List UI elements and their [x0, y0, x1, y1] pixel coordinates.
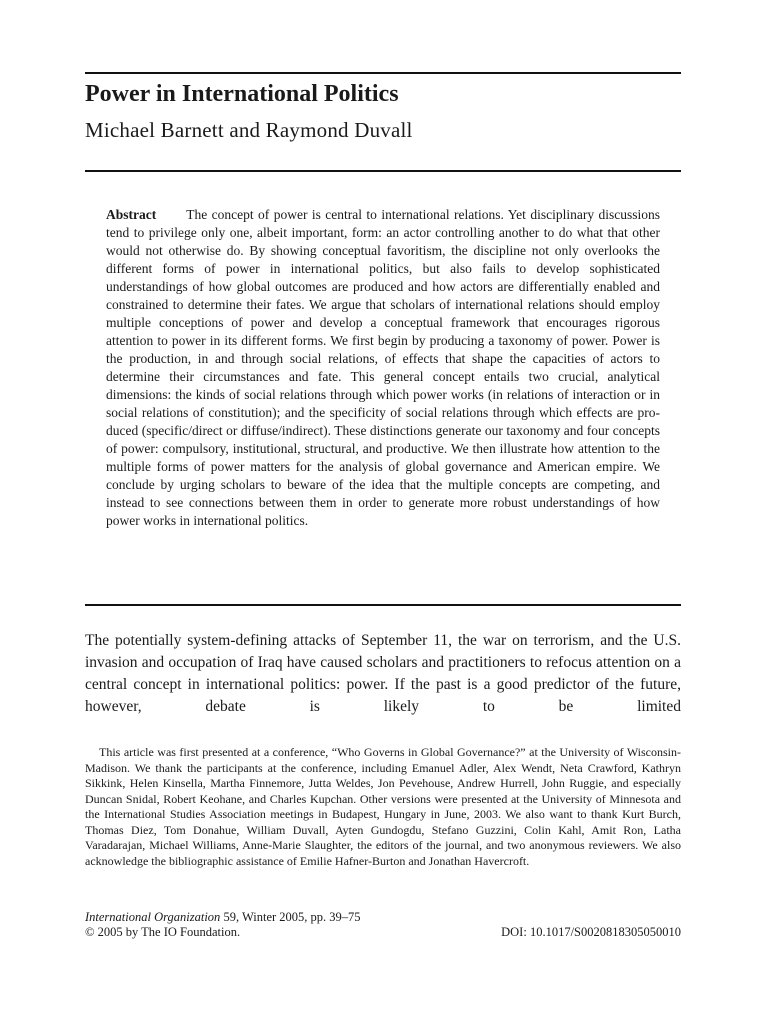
- abstract-label: Abstract: [106, 207, 157, 222]
- article-title: Power in International Politics: [85, 81, 399, 107]
- footnote-text: This article was first presented at a conference, “Who Governs in Global Governance?” at the University of Wisconsin-Madison. We thank the participants at the conference, including Emanuel Adler, Alex Wendt, Neta Crawford, Kathryn Sikkink, Helen Kinsella, Martha Finnemore, Jutta Weldes, Jon Pevehouse, Andrew Hurrell, John Ruggie, and especially Duncan Snidal, Robert Keohane, and Charles Kupchan. Other versions were presented at the University of Minnesota and the International Studies Association meetings in Budapest, Hungary in June, 2003. We also want to thank Kurt Burch, Thomas Diez, Tom Donahue, William Duvall, Ayten Gundogdu, Stefano Guzzini, Colin Kahl, Amit Ron, Latha Varadarajan, Michael Williams, Anne-Marie Slaughter, the editors of the journal, and two anonymous reviewers. We also acknowledge the bibliographic assistance of Emilie Hafner-Burton and Jonathan Havercroft.: [85, 745, 681, 868]
- top-rule: [85, 72, 681, 74]
- journal-volume: 59, Winter 2005, pp. 39–75: [220, 910, 361, 924]
- header-rule: [85, 170, 681, 172]
- body-paragraph: The potentially system-defining attacks of September 11, the war on terrorism, and the U.S. invasion and occupation of Iraq have caused scholars and practitioners to refocus attention on a central concept in international politics: power. If the past is a good predictor of the future, however, debate is likely to be limited: [85, 632, 681, 715]
- journal-citation: [85, 909, 361, 925]
- abstract-text: The concept of power is central to international relations. Yet disciplinary discussions tend to privilege only one, albeit important, form: an actor controlling another to do what that other would not otherwise do. By showing conceptual favoritism, the discipline not only overlooks the different forms of power in international politics, but also fails to develop sophisticated understandings of how global outcomes are produced and how actors are differentially enabled and constrained to determine their fates. We argue that scholars of international relations should employ multiple conceptions of power and develop a conceptual framework that encourages rigorous attention to power in its different forms. We first begin by producing a taxonomy of power. Power is the production, in and through social relations, of effects that shape the capacities of actors to determine their circumstances and fate. This general concept entails two crucial, analytical dimensions: the kinds of social relations through which power works (in relations of interaction or in social relations of constitution); and the specificity of social relations through which effects are produced (specific/direct or diffuse/indirect). These distinctions generate our taxonomy and four concepts of power: compulsory, institutional, structural, and productive. We then illustrate how attention to the multiple forms of power matters for the analysis of global governance and American empire. We conclude by urging scholars to beware of the idea that the multiple concepts are competing, and instead to see connections between them in order to generate more robust understandings of how power works in international politics.: [106, 207, 660, 528]
- doi-link[interactable]: DOI: 10.1017/S0020818305050010: [501, 925, 681, 939]
- footnote: [85, 745, 681, 869]
- abstract-block: [106, 206, 660, 530]
- journal-name: International Organization: [85, 910, 221, 924]
- abstract-rule: [85, 604, 681, 606]
- article-authors: Michael Barnett and Raymond Duvall: [85, 118, 413, 142]
- copyright-notice: © 2005 by The IO Foundation.: [85, 925, 241, 939]
